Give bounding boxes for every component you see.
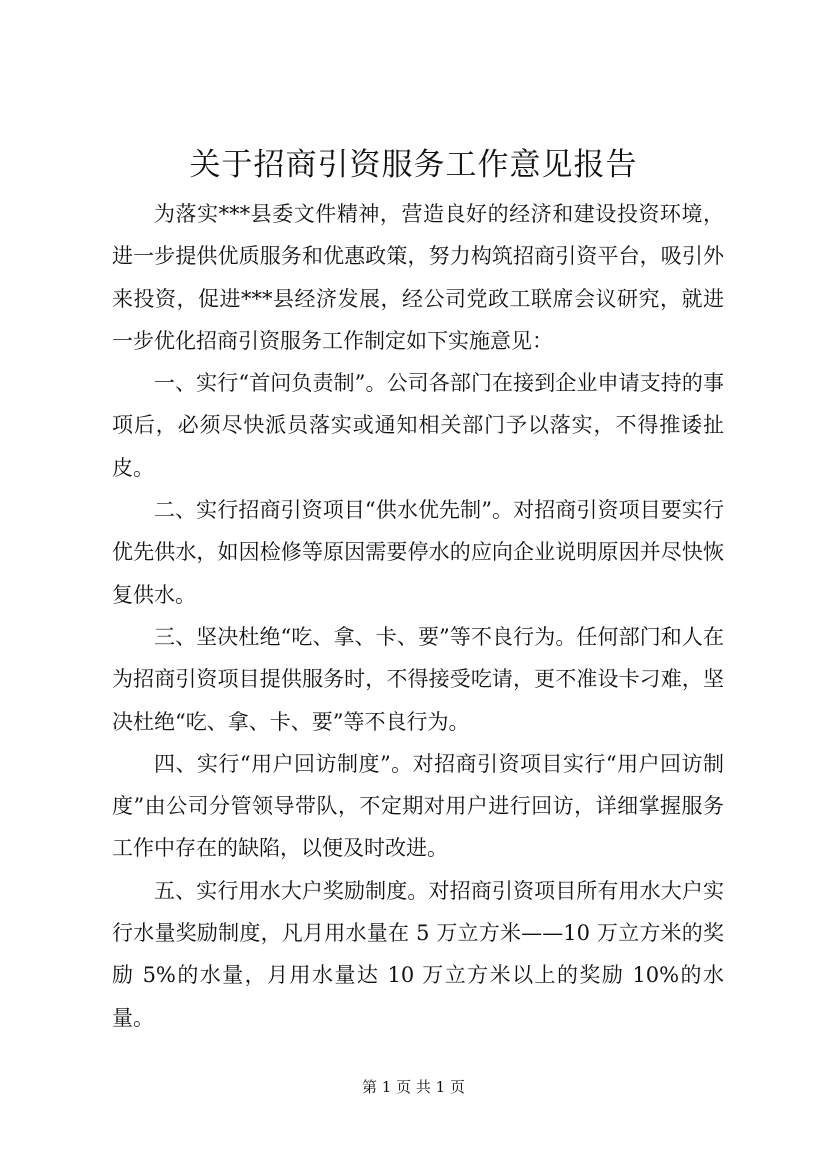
page-footer: 第 1 页 共 1 页 (362, 1078, 465, 1096)
paragraph-item-2: 二、实行招商引资项目“供水优先制”。对招商引资项目要实行优先供水，如因检修等原因需要停水的应向企业说明原因并尽快恢复供水。 (112, 498, 724, 607)
paragraph-item-3: 三、坚决杜绝“吃、拿、卡、要”等不良行为。任何部门和人在为招商引资项目提供服务时，不得接受吃请，更不准设卡刁难，坚决杜绝“吃、拿、卡、要”等不良行为。 (112, 624, 724, 734)
paragraph-item-5: 五、实行用水大户奖励制度。对招商引资项目所有用水大户实行水量奖励制度，凡月用水量在 5 万立方米——10 万立方米的奖励 5%的水量，月用水量达 10 万立方米以上的奖励 10%的水量。 (112, 878, 724, 1030)
paragraph-item-1: 一、实行“首问负责制”。公司各部门在接到企业申请支持的事项后，必须尽快派员落实或通知相关部门予以落实，不得推诿扯皮。 (112, 371, 724, 480)
paragraph-item-4: 四、实行“用户回访制度”。对招商引资项目实行“用户回访制度”由公司分管领导带队，不定期对用户进行回访，详细掌握服务工作中存在的缺陷，以便及时改进。 (112, 751, 724, 861)
paragraph-intro: 为落实***县委文件精神，营造良好的经济和建设投资环境，进一步提供优质服务和优惠政策，努力构筑招商引资平台，吸引外来投资，促进***县经济发展，经公司党政工联席会议研究，就进一步优化招商引资服务工作制定如下实施意见： (112, 202, 724, 353)
document-title: 关于招商引资服务工作意见报告 (189, 147, 638, 183)
document-body (112, 193, 724, 1039)
